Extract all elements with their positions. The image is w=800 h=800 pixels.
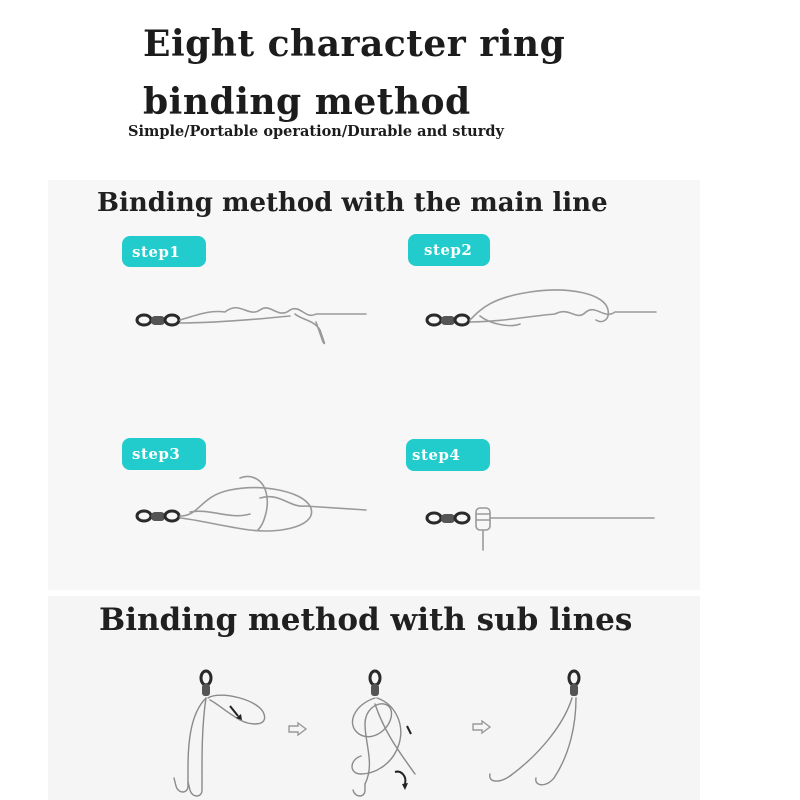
swivel-icon: [569, 671, 579, 696]
main-line-heading: Binding method with the main line: [97, 188, 608, 218]
page-title-line1: Eight character ring: [143, 23, 566, 65]
step1-label: step1: [132, 242, 181, 261]
swivel-icon: [427, 513, 469, 523]
page-title-line2: binding method: [143, 81, 471, 123]
step1-illustration: [130, 290, 380, 360]
step4-badge: [406, 439, 490, 471]
step2-illustration: [420, 280, 670, 350]
step4-label: step4: [412, 446, 461, 464]
step3-badge: [122, 438, 206, 470]
hook-icon: [490, 774, 554, 785]
step4-illustration: [420, 498, 670, 558]
sub-line-illustration-3: [480, 664, 610, 800]
swivel-icon: [370, 671, 380, 696]
step3-label: step3: [132, 445, 181, 463]
step2-badge: [408, 234, 490, 266]
arrow-right-icon: [288, 722, 308, 736]
sub-line-illustration-2: [335, 664, 445, 800]
swivel-icon: [427, 315, 469, 325]
hook-icon: [174, 768, 202, 796]
swivel-icon: [137, 315, 179, 325]
step2-label: step2: [424, 241, 473, 259]
hook-icon: [353, 784, 365, 796]
swivel-icon: [201, 671, 211, 696]
step3-illustration: [130, 468, 380, 548]
sub-lines-heading: Binding method with sub lines: [99, 602, 633, 638]
sub-line-illustration-1: [160, 664, 280, 800]
swivel-icon: [137, 511, 179, 521]
page-subtitle: Simple/Portable operation/Durable and sturdy: [128, 123, 504, 140]
step1-badge: [122, 236, 206, 267]
